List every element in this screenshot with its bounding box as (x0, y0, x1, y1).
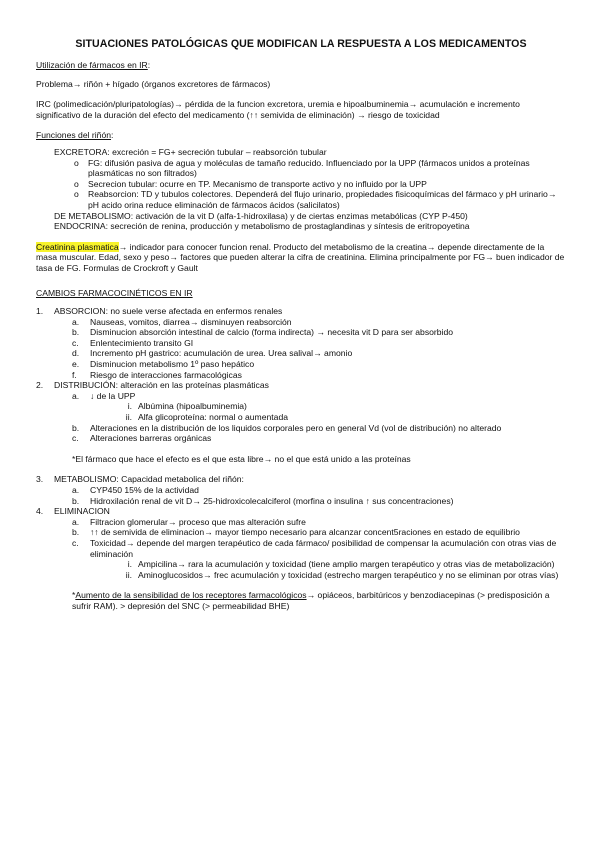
eliminacion-note (36, 590, 566, 611)
item-text: Alteraciones en la distribución de los liquidos corporales pero en general Vd (vol de distribución) no alterado (90, 422, 502, 433)
item-marker: e. (72, 359, 80, 370)
item-marker: a. (72, 390, 80, 401)
item-marker: d. (72, 348, 80, 359)
list-item (36, 348, 566, 359)
item-marker: b. (72, 495, 80, 506)
item-text: ↓ de la UPP (90, 390, 136, 401)
excretora-sub-item (36, 158, 566, 179)
section-label: DISTRIBUCIÓN: alteración en las proteínas plasmáticas (54, 380, 269, 391)
list-item (36, 538, 566, 559)
item-marker: i. (127, 401, 132, 412)
item-marker: a. (72, 316, 80, 327)
item-marker: ii. (125, 569, 132, 580)
irc-paragraph: IRC (polimedicación/pluripatologías)→ pérdida de la funcion excretora, uremia e hipoalbuminemia→ acumulación e incremento significativo de la duración del efecto del medicamento (↑↑ semivida de eliminación) → riesgo de toxicidad (36, 99, 520, 120)
checkbox-bullet-icon (36, 147, 54, 158)
section-number: 2. (36, 380, 44, 391)
excretora-sub-item (36, 179, 566, 190)
cambios-heading: CAMBIOS FARMACOCINÉTICOS EN IR (36, 287, 193, 298)
section-distribucion (36, 380, 566, 391)
list-item (36, 517, 566, 528)
item-text: Hidroxilación renal de vit D→ 25-hidroxicolecalciferol (morfina o insulina ↑ sus concentraciones) (90, 495, 454, 506)
list-item (36, 433, 566, 444)
list-item (36, 485, 566, 496)
list-item (36, 338, 566, 349)
item-text: Alteraciones barreras orgánicas (90, 433, 212, 444)
list-subitem (36, 412, 566, 423)
list-item (36, 423, 566, 434)
utilizacion-heading-colon: : (147, 60, 151, 70)
list-subitem (36, 570, 566, 581)
utilizacion-heading (36, 60, 566, 71)
list-item (36, 317, 566, 328)
list-item (36, 327, 566, 338)
item-marker: a. (72, 485, 80, 495)
circle-bullet-icon: o (74, 157, 79, 168)
item-text: Incremento pH gastrico: acumulación de urea. Urea salival→ amonio (90, 348, 353, 359)
item-text: Ampicilina→ rara la acumulación y toxicidad (tiene amplio margen terapéutico y otras vias de metabolización) (138, 559, 555, 570)
list-item (36, 391, 566, 402)
note-star: * (72, 590, 76, 601)
section-absorcion (36, 306, 566, 317)
document-page (36, 38, 566, 612)
problema-paragraph: Problema→ riñón + hígado (órganos excretores de fármacos) (36, 78, 271, 89)
item-marker: b. (72, 327, 80, 338)
item-text: Riesgo de interacciones farmacológicas (90, 369, 242, 380)
section-number: 4. (36, 506, 44, 517)
checkbox-bullet-icon (36, 211, 54, 222)
checkbox-bullet-icon (36, 221, 54, 232)
creatinina-text: → indicador para conocer funcion renal. Producto del metabolismo de la creatina→ depende directamente de la masa muscular. Edad, sexo y peso→ factores que pueden alterar la cifra de creatinina. Elimina principalmente por FG→ buen indicador de tasa de FG. Formulas de Crockroft y Gault (36, 241, 565, 273)
circle-bullet-icon: o (74, 178, 79, 189)
item-text: Disminucion metabolismo 1º paso hepático (90, 359, 255, 370)
bullet-metabolismo (36, 211, 566, 222)
list-subitem (36, 401, 566, 412)
item-marker: f. (72, 369, 77, 380)
section-number: 1. (36, 306, 44, 317)
item-marker: b. (72, 422, 80, 433)
list-subitem (36, 559, 566, 570)
section-label: ABSORCION: no suele verse afectada en enfermos renales (54, 306, 283, 317)
excretora-text: EXCRETORA: excreción = FG+ secreción tubular – reabsorción tubular (54, 146, 327, 157)
section-label: ELIMINACION (54, 506, 110, 517)
excretora-sub-item (36, 189, 566, 210)
item-text: Toxicidad→ depende del margen terapéutico de cada fármaco/ posibilidad de compensar la acumulación con otras vias de eliminación (90, 537, 557, 559)
item-marker: a. (72, 516, 80, 527)
item-text: Disminucion absorción intestinal de calcio (forma indirecta) → necesita vit D para ser absorbido (90, 327, 454, 338)
creatinina-paragraph (36, 242, 566, 274)
list-item (36, 370, 566, 381)
endocrina-text: ENDOCRINA: secreción de renina, producción y metabolismo de prostaglandinas y síntesis de eritropoyetina (54, 221, 470, 232)
utilizacion-heading-text: Utilización de fármacos en IR (36, 60, 148, 70)
distribucion-note: *El fármaco que hace el efecto es el que esta libre→ no el que está unido a las proteínas (72, 453, 411, 464)
section-metabolismo (36, 474, 566, 485)
section-eliminacion (36, 506, 566, 517)
item-text: CYP450 15% de la actividad (90, 485, 199, 495)
funciones-heading-text: Funciones del riñón (36, 130, 112, 141)
list-item (36, 496, 566, 507)
item-marker: ii. (125, 412, 132, 423)
bullet-endocrina (36, 221, 566, 232)
item-marker: b. (72, 527, 80, 538)
excretora-sub-text: Secrecion tubular: ocurre en TP. Mecanismo de transporte activo y no influido por la UPP (88, 178, 427, 189)
circle-bullet-icon: o (74, 189, 79, 200)
creatinina-highlight: Creatinina plasmatica (36, 241, 119, 252)
item-text: Aminoglucosidos→ frec acumulación y toxicidad (estrecho margen terapéutico y no se eliminan por otras vías) (138, 569, 559, 580)
item-marker: c. (72, 537, 79, 548)
note-underlined: Aumento de la sensibilidad de los receptores farmacológicos (75, 590, 307, 601)
note-text: → opiáceos, barbitúricos y benzodiacepinas (> predisposición a sufrir RAM). > depresión del SNC (> permeabilidad BHE) (72, 590, 550, 611)
item-text: Alfa glicoproteína: normal o aumentada (138, 412, 289, 423)
item-text: Filtracion glomerular→ proceso que mas alteración sufre (90, 516, 306, 527)
excretora-sub-text: FG: difusión pasiva de agua y moléculas de tamaño reducido. Influenciado por la UPP (fármacos unidos a proteínas plasmáticas no son filtrados) (88, 157, 530, 179)
excretora-sub-text: Reabsorcion: TD y tubulos colectores. Dependerá del flujo urinario, propiedades fisicoquímicas del fármaco y pH urinario→ pH acido orina reduce eliminación de fármacos ácidos (salicilatos) (88, 189, 557, 210)
item-text: Enlentecimiento transito GI (90, 337, 194, 348)
list-item (36, 359, 566, 370)
item-text: Albúmina (hipoalbuminemia) (138, 401, 247, 412)
item-marker: c. (72, 337, 79, 348)
funciones-heading-colon: : (111, 130, 114, 141)
list-item (36, 527, 566, 538)
document-title: SITUACIONES PATOLÓGICAS QUE MODIFICAN LA RESPUESTA A LOS MEDICAMENTOS (75, 38, 527, 50)
item-text: ↑↑ de semivida de eliminacion→ mayor tiempo necesario para alcanzar concent5raciones en estado de equilibrio (90, 527, 520, 538)
section-number: 3. (36, 474, 44, 485)
section-label: METABOLISMO: Capacidad metabolica del riñón: (54, 474, 244, 485)
metabolismo-function-text: DE METABOLISMO: activación de la vit D (alfa-1-hidroxilasa) y de ciertas enzimas metabólicas (CYP P-450) (54, 210, 468, 221)
item-text: Nauseas, vomitos, diarrea→ disminuyen reabsorción (90, 316, 292, 327)
item-marker: i. (127, 559, 132, 570)
item-marker: c. (72, 433, 79, 444)
funciones-heading (36, 130, 566, 141)
bullet-excretora (36, 147, 566, 158)
